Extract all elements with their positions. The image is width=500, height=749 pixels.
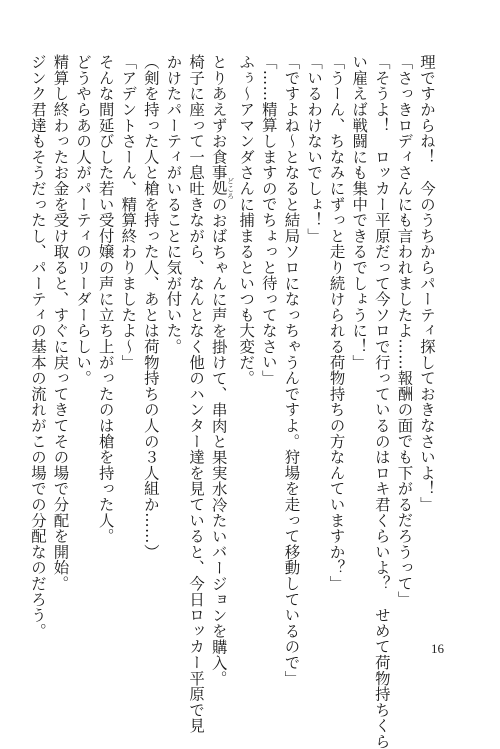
text-line: 「いるわけないでしょ！」 (305, 54, 324, 244)
text-line: ジンク君達もそうだったし、パーティの基本の流れがこの場での分配なのだろう。 (28, 54, 47, 639)
text-line: 「そうよ！ ロッカー平原だって今ソロで行っているのはロキ君くらいよ？ せめて荷物持ちくら (372, 54, 391, 749)
text-line: 「うーん、ちなみにずっと走り続けられる荷物持ちの方なんていますか？」 (327, 54, 346, 592)
text-line: 理ですからね！ 今のうちからパーティ探しておきなさいよ！」 (418, 54, 436, 513)
furigana-reading: どころ (226, 177, 235, 200)
text-line: 「……精算しますのでちょっと待ってなさい」 (259, 54, 278, 386)
text-line: （剣を持った人と槍を持った人、あとは荷物持ちの人の３人組か……） (141, 54, 160, 560)
text-line: ふぅ～アマンダさんに捕まるといつも大変だ。 (237, 54, 256, 386)
text-line: い雇えば戦闘にも集中できるでしょうに！」 (350, 54, 369, 370)
text-line: かけたパーティがいることに気が付いた。 (164, 54, 183, 355)
text-line: 「ですよね～となると結局ソロになっちゃうんですよ。狩場を走って移動しているので」 (282, 54, 301, 686)
page-number: 16 (431, 641, 444, 656)
text-line: どうやらあの人がパーティのリーダーらしい。 (74, 54, 93, 386)
text-line: 精算し終わったお金を受け取ると、すぐに戻ってきてその場で分配を開始。 (51, 54, 70, 592)
furigana-ruby: 処 どころ (209, 177, 235, 200)
text-line: 「アデントさーん、精算終わりましたよ～」 (119, 54, 138, 370)
text-line: 椅子に座って一息吐きながら、なんとなく他のハンター達を見ていると、今日ロッカー平原で見 (187, 54, 206, 734)
text-line: とりあえずお食事処 どころのおばちゃんに声を掛けて、串肉と果実水冷たいバージョンを購入。 (209, 54, 235, 687)
text-line: 「さっきロディさんにも言われましたよ……報酬の面でも下がるだろうって」 (395, 54, 414, 607)
text-line: そんな間延びした若い受付嬢の声に立ち上がったのは槍を持った人。 (96, 54, 115, 544)
